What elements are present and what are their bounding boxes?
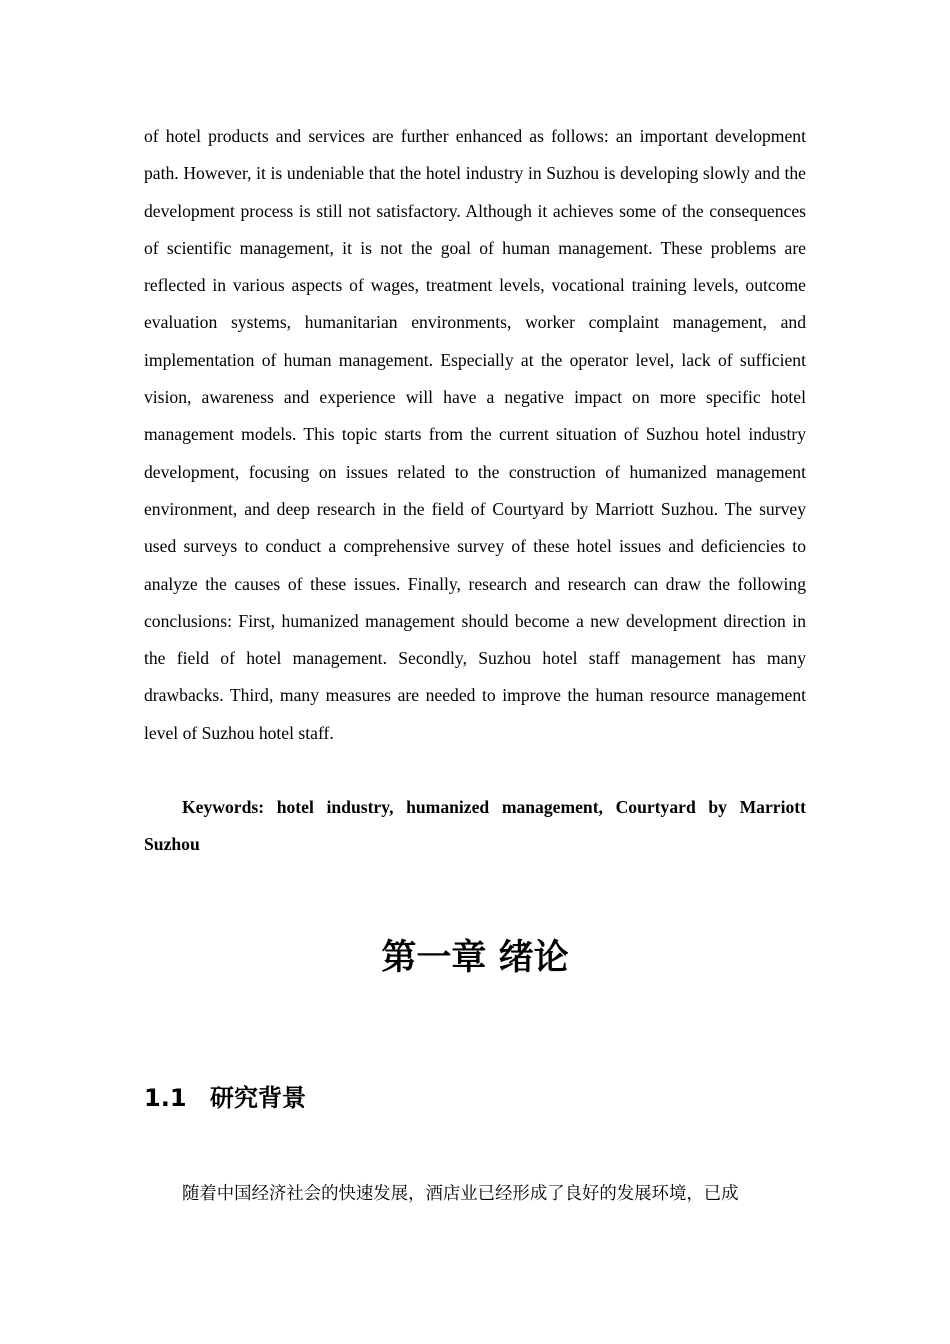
- section-heading: [144, 1080, 306, 1116]
- section-number: 1.1: [144, 1084, 187, 1112]
- keywords-line: Keywords: hotel industry, humanized management, Courtyard by Marriott Suzhou: [144, 797, 806, 855]
- chapter-title: 第一章 绪论: [381, 938, 569, 978]
- section-title: 研究背景: [210, 1084, 306, 1112]
- abstract-paragraph: of hotel products and services are further enhanced as follows: an important development path. However, it is undeniable that the hotel industry in Suzhou is developing slowly and the development process is still not satisfactory. Although it achieves some of the consequences of scientific management, it is not the goal of human management. These problems are reflected in various aspects of wages, treatment levels, vocational training levels, outcome evaluation systems, humanitarian environments, worker complaint management, and implementation of human management. Especially at the operator level, lack of sufficient vision, awareness and experience will have a negative impact on more specific hotel management models. This topic starts from the current situation of Suzhou hotel industry development, focusing on issues related to the construction of humanized management environment, and deep research in the field of Courtyard by Marriott Suzhou. The survey used surveys to conduct a comprehensive survey of these hotel issues and deficiencies to analyze the causes of these issues. Finally, research and research can draw the following conclusions: First, humanized management should become a new development direction in the field of hotel management. Secondly, Suzhou hotel staff management has many drawbacks. Third, many measures are needed to improve the human resource management level of Suzhou hotel staff.: [144, 126, 806, 743]
- body-paragraph: 随着中国经济社会的快速发展，酒店业已经形成了良好的发展环境，已成: [182, 1184, 739, 1204]
